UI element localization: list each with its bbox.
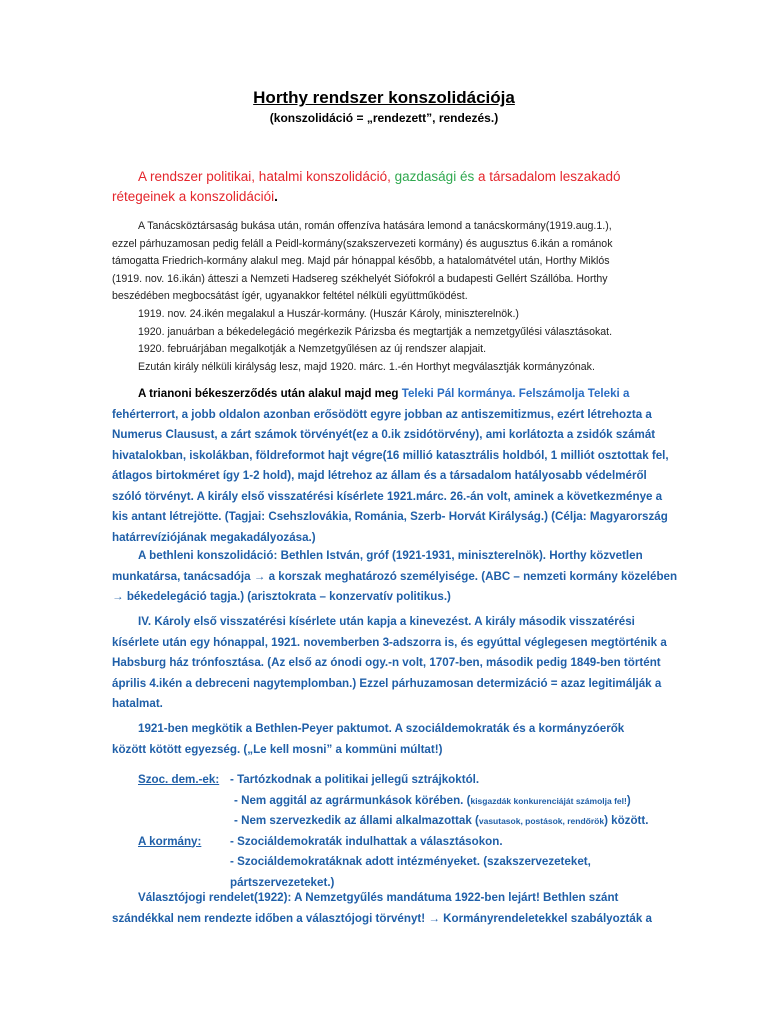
intro-part-3: a társadalom leszakadó (474, 169, 621, 184)
list-item-note: kisgazdák konkurenciáját számolja fel! (470, 795, 627, 806)
text-line: Habsburg ház trónfosztása. (Az első az ónodi ogy.-n volt, 1707-ben, második pedig 1849-ben történt (112, 656, 661, 669)
list-item-end: ) (626, 793, 631, 807)
text-line: 1919. nov. 24.ikén megalakul a Huszár-kormány. (Huszár Károly, miniszterelnök.) (138, 307, 519, 320)
text-line: átlagos birtokméret így 1-2 hold), majd létrehoz az állam és a társadalom hatályosabb védelméről (112, 469, 647, 482)
intro-part-4: rétegeinek a konszolidációi (112, 189, 275, 204)
text-line: (1919. nov. 16.ikán) átteszi a Nemzeti Hadsereg székhelyét Siófokról a budapesti Gellért Szállóba. Horthy (112, 272, 608, 285)
text-line: határrevíziójának megakadályozása.) (112, 530, 316, 544)
text-line: 1921-ben megkötik a Bethlen-Peyer paktumot. A szociáldemokraták és a kormányzóerők (138, 722, 625, 735)
text-line: hivatalokban, iskolákban, földreformot hajt végre(16 millió katasztrális holdból, 1 milliót osztottak fel, (112, 448, 669, 462)
list-item-note: vasutasok, postások, rendőrök (478, 816, 605, 826)
karoly-paragraph (112, 612, 672, 715)
text-line: fehérterrort, a jobb oldalon azonban erősödött egyre jobban az antiszemitizmus, ezért létrehozta a (112, 407, 652, 421)
text-line: hatalmat. (112, 697, 163, 710)
trianon-paragraph (112, 384, 672, 548)
trianon-lead-rest: Teleki Pál kormánya. Felszámolja Teleki a (401, 387, 630, 400)
text-line: Ezután király nélküli királyság lesz, majd 1920. márc. 1.-én Horthyt megválasztják kormányzónak. (138, 360, 595, 373)
szoc-dem-label: Szoc. dem.-ek: (138, 773, 220, 786)
agreement-list (112, 770, 672, 893)
text-line: A Tanácsköztársaság bukása után, román offenzíva hatására lemond a tanácskormány(1919.aug.1.), (138, 220, 612, 232)
text-line: 1920. februárjában megalkotják a Nemzetgyűlésen az új rendszer alapjait. (138, 343, 487, 356)
trianon-lead: A trianoni békeszerződés után alakul majd meg (138, 387, 402, 400)
text-line: április 4.ikén a debreceni nagytemplomban.) Ezzel párhuzamosan determizáció = azaz legitimálják a (112, 676, 662, 690)
text-line: IV. Károly első visszatérési kísérlete után kapja a kinevezést. A király második visszatérési (138, 615, 635, 628)
paktum-paragraph (112, 719, 672, 760)
bethlen-paragraph (112, 546, 678, 608)
kormany-label: A kormány: (138, 834, 202, 848)
text-line: munkatársa, tanácsadója → a korszak meghatározó személyisége. (ABC – nemzeti kormány közelében (112, 569, 678, 583)
text-line: között kötött egyezség. („Le kell mosni” a kommüni múltat!) (112, 742, 443, 756)
text-line: szándékkal nem rendezte időben a választójogi törvényt! → Kormányrendeletekkel szabályozták a (112, 911, 652, 925)
text-line: kis antant létrejötte. (Tagjai: Csehszlovákia, Románia, Szerb- Horvát Királyság.) (Célja: Magyarország (112, 510, 668, 523)
valasztojog-paragraph (112, 888, 672, 929)
list-item: - Tartózkodnak a politikai jellegű sztrájkoktól. (230, 773, 480, 786)
list-item: - Szociáldemokraták indulhattak a választásokon. (230, 834, 503, 848)
list-item: - Szociáldemokratáknak adott intézményeket. (szakszervezeteket, (230, 855, 591, 868)
list-item: - Nem aggitál az agrármunkások körében. ( (234, 793, 471, 807)
history-block (112, 218, 672, 376)
list-item-end: ) között. (604, 814, 649, 827)
text-line: kísérlete után egy hónappal, 1921. novemberben 3-adszorra is, és egyúttal véglegesen megtörténik a (112, 635, 667, 649)
text-line: 1920. januárban a békedelegáció megérkezik Párizsba és megtartják a nemzetgyűlési választásokat. (138, 325, 613, 338)
list-item: - Nem szervezkedik az állami alkalmazottak ( (234, 814, 479, 827)
text-line: A bethleni konszolidáció: Bethlen István, gróf (1921-1931, miniszterelnök). Horthy közvetlen (138, 549, 643, 562)
text-line: beszédében megbocsátást ígér, ugyanakkor feltétel nélküli együttműködést. (112, 290, 468, 303)
list-item: pártszervezeteket.) (230, 875, 335, 889)
text-line: Választójogi rendelet(1922): A Nemzetgyűlés mandátuma 1922-ben lejárt! Bethlen szánt (138, 891, 619, 904)
document-title: Horthy rendszer konszolidációja (253, 88, 515, 107)
intro-part-5: . (274, 189, 278, 204)
text-line: támogatta Friedrich-kormány alakul meg. Majd pár hónappal később, a hatalomátvétel után, Horthy Miklós (112, 255, 610, 268)
intro-part-1: A rendszer politikai, hatalmi konszolidáció, (138, 169, 395, 184)
text-line: Numerus Clausust, a zárt számok törvényét(ez a 0.ik zsidótörvény), ami korlátozta a zsidók számát (112, 428, 656, 441)
intro-part-2: gazdasági és (394, 169, 475, 184)
text-line: szóló törvényt. A király első visszatérési kísérlete 1921.márc. 26.-án volt, aminek a következménye a (112, 489, 663, 503)
text-line: ezzel párhuzamosan pedig feláll a Peidl-kormány(szakszervezeti kormány) és augusztus 6.ikán a románok (112, 237, 613, 250)
text-line: → békedelegáció tagja.) (arisztokrata – konzervatív politikus.) (112, 590, 451, 603)
document-subtitle: (konszolidáció = „rendezett”, rendezés.) (269, 111, 499, 125)
intro-paragraph (112, 167, 672, 207)
